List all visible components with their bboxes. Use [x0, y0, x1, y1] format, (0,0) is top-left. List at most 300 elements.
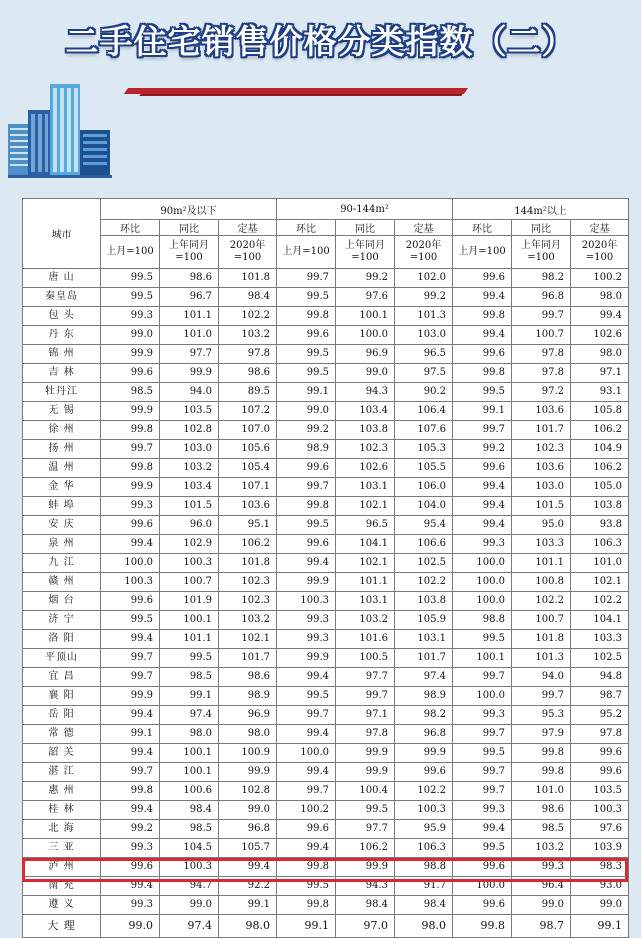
value-cell: 99.7 [453, 668, 512, 687]
value-cell: 99.6 [101, 364, 160, 383]
table-row [23, 744, 629, 763]
value-cell: 100.5 [336, 649, 395, 668]
value-cell: 97.5 [395, 364, 453, 383]
value-cell: 99.6 [277, 820, 336, 839]
value-cell: 89.5 [219, 383, 277, 402]
value-cell: 99.2 [101, 820, 160, 839]
value-cell: 102.8 [219, 782, 277, 801]
value-cell: 100.3 [160, 858, 219, 877]
value-cell: 99.5 [277, 687, 336, 706]
value-cell: 98.0 [395, 915, 453, 938]
city-cell: 吉 林 [23, 364, 101, 383]
value-cell: 105.8 [571, 402, 629, 421]
value-cell: 99.7 [277, 706, 336, 725]
value-cell: 98.5 [101, 383, 160, 402]
value-cell: 99.9 [101, 478, 160, 497]
value-cell: 103.6 [512, 459, 571, 478]
table-row [23, 763, 629, 782]
value-cell: 97.6 [571, 820, 629, 839]
value-cell: 96.8 [512, 288, 571, 307]
value-cell: 98.5 [160, 668, 219, 687]
value-cell: 99.7 [277, 782, 336, 801]
value-cell: 99.3 [277, 630, 336, 649]
table-row [23, 782, 629, 801]
value-cell: 101.1 [160, 630, 219, 649]
value-cell: 105.6 [219, 440, 277, 459]
city-cell: 洛 阳 [23, 630, 101, 649]
value-cell: 103.3 [512, 535, 571, 554]
table-row [23, 554, 629, 573]
value-cell: 101.7 [219, 649, 277, 668]
city-cell: 泉 州 [23, 535, 101, 554]
value-cell: 100.0 [101, 554, 160, 573]
table-row [23, 383, 629, 402]
price-index-table [22, 198, 629, 938]
value-cell: 99.6 [571, 744, 629, 763]
value-cell: 99.3 [453, 706, 512, 725]
value-cell: 103.5 [571, 782, 629, 801]
base-last-year: 上年同月=100 [336, 236, 395, 269]
base-last-month: 上月=100 [277, 236, 336, 269]
value-cell: 91.7 [395, 877, 453, 896]
value-cell: 96.5 [336, 516, 395, 535]
value-cell: 105.5 [395, 459, 453, 478]
value-cell: 101.8 [512, 630, 571, 649]
value-cell: 99.4 [453, 497, 512, 516]
value-cell: 103.8 [336, 421, 395, 440]
value-cell: 99.6 [453, 269, 512, 288]
value-cell: 97.8 [336, 725, 395, 744]
value-cell: 99.3 [101, 307, 160, 326]
value-cell: 99.7 [101, 649, 160, 668]
value-cell: 99.1 [101, 725, 160, 744]
value-cell: 102.2 [219, 307, 277, 326]
value-cell: 94.0 [160, 383, 219, 402]
value-cell: 99.9 [160, 364, 219, 383]
value-cell: 94.3 [336, 877, 395, 896]
value-cell: 105.4 [219, 459, 277, 478]
value-cell: 105.3 [395, 440, 453, 459]
value-cell: 103.4 [160, 478, 219, 497]
value-cell: 99.0 [101, 915, 160, 938]
value-cell: 98.9 [277, 440, 336, 459]
value-cell: 97.1 [571, 364, 629, 383]
table-row [23, 611, 629, 630]
value-cell: 103.0 [160, 440, 219, 459]
value-cell: 104.5 [160, 839, 219, 858]
value-cell: 99.7 [277, 269, 336, 288]
value-cell: 99.8 [101, 459, 160, 478]
value-cell: 96.8 [219, 820, 277, 839]
value-cell: 100.0 [277, 744, 336, 763]
value-cell: 103.4 [336, 402, 395, 421]
subhead-mom: 环比 [453, 220, 512, 236]
city-cell: 徐 州 [23, 421, 101, 440]
table-body [23, 269, 629, 938]
value-cell: 101.3 [512, 649, 571, 668]
value-cell: 99.5 [277, 364, 336, 383]
value-cell: 99.5 [160, 649, 219, 668]
subhead-mom: 环比 [101, 220, 160, 236]
value-cell: 98.8 [453, 611, 512, 630]
value-cell: 103.5 [160, 402, 219, 421]
value-cell: 100.7 [512, 326, 571, 345]
value-cell: 96.9 [219, 706, 277, 725]
value-cell: 99.4 [453, 326, 512, 345]
value-cell: 100.3 [101, 573, 160, 592]
value-cell: 99.8 [277, 858, 336, 877]
value-cell: 99.0 [101, 326, 160, 345]
value-cell: 99.7 [512, 687, 571, 706]
value-cell: 99.9 [336, 763, 395, 782]
value-cell: 97.7 [336, 820, 395, 839]
value-cell: 103.2 [219, 326, 277, 345]
city-cell: 唐 山 [23, 269, 101, 288]
value-cell: 97.4 [395, 668, 453, 687]
value-cell: 99.6 [277, 326, 336, 345]
value-cell: 104.9 [571, 440, 629, 459]
value-cell: 100.0 [336, 326, 395, 345]
value-cell: 99.0 [571, 896, 629, 915]
value-cell: 99.4 [219, 858, 277, 877]
value-cell: 99.2 [277, 421, 336, 440]
table-row [23, 516, 629, 535]
city-cell: 湛 江 [23, 763, 101, 782]
city-cell: 无 锡 [23, 402, 101, 421]
value-cell: 106.2 [219, 535, 277, 554]
group-header-medium: 90-144m² [277, 199, 453, 220]
value-cell: 101.1 [512, 554, 571, 573]
value-cell: 99.0 [277, 402, 336, 421]
value-cell: 99.3 [101, 497, 160, 516]
value-cell: 100.0 [453, 592, 512, 611]
value-cell: 95.3 [512, 706, 571, 725]
value-cell: 99.9 [101, 402, 160, 421]
value-cell: 102.3 [512, 440, 571, 459]
subhead-base: 定基 [395, 220, 453, 236]
value-cell: 103.0 [395, 326, 453, 345]
city-cell: 牡丹江 [23, 383, 101, 402]
table-row [23, 459, 629, 478]
value-cell: 90.2 [395, 383, 453, 402]
city-cell: 岳 阳 [23, 706, 101, 725]
value-cell: 99.4 [101, 744, 160, 763]
value-cell: 101.7 [512, 421, 571, 440]
value-cell: 99.9 [219, 763, 277, 782]
value-cell: 102.3 [219, 592, 277, 611]
value-cell: 99.7 [101, 763, 160, 782]
city-cell: 包 头 [23, 307, 101, 326]
value-cell: 99.4 [453, 288, 512, 307]
city-cell: 常 德 [23, 725, 101, 744]
value-cell: 103.1 [336, 592, 395, 611]
value-cell: 105.0 [571, 478, 629, 497]
value-cell: 98.9 [219, 687, 277, 706]
city-cell: 桂 林 [23, 801, 101, 820]
city-cell: 锦 州 [23, 345, 101, 364]
value-cell: 99.2 [453, 440, 512, 459]
value-cell: 101.5 [160, 497, 219, 516]
city-cell: 平顶山 [23, 649, 101, 668]
value-cell: 97.0 [336, 915, 395, 938]
value-cell: 104.1 [336, 535, 395, 554]
value-cell: 99.8 [277, 497, 336, 516]
value-cell: 101.8 [219, 554, 277, 573]
value-cell: 100.0 [453, 573, 512, 592]
value-cell: 100.1 [453, 649, 512, 668]
value-cell: 99.5 [453, 383, 512, 402]
value-cell: 106.2 [571, 459, 629, 478]
value-cell: 99.4 [277, 668, 336, 687]
value-cell: 101.3 [395, 307, 453, 326]
value-cell: 99.5 [453, 839, 512, 858]
table-row [23, 478, 629, 497]
value-cell: 98.6 [219, 364, 277, 383]
value-cell: 100.8 [512, 573, 571, 592]
value-cell: 98.0 [160, 725, 219, 744]
value-cell: 96.8 [395, 725, 453, 744]
value-cell: 99.1 [277, 915, 336, 938]
table-row [23, 364, 629, 383]
value-cell: 99.3 [453, 801, 512, 820]
city-cell: 南 充 [23, 877, 101, 896]
value-cell: 103.9 [571, 839, 629, 858]
value-cell: 95.1 [219, 516, 277, 535]
value-cell: 94.3 [336, 383, 395, 402]
value-cell: 105.7 [219, 839, 277, 858]
value-cell: 102.2 [395, 573, 453, 592]
base-last-year: 上年同月=100 [512, 236, 571, 269]
value-cell: 99.7 [336, 687, 395, 706]
value-cell: 93.1 [571, 383, 629, 402]
base-last-month: 上月=100 [453, 236, 512, 269]
value-cell: 98.8 [395, 858, 453, 877]
value-cell: 99.4 [453, 820, 512, 839]
city-cell: 三 亚 [23, 839, 101, 858]
value-cell: 99.4 [453, 516, 512, 535]
value-cell: 99.5 [453, 630, 512, 649]
value-cell: 99.0 [219, 801, 277, 820]
value-cell: 99.1 [219, 896, 277, 915]
value-cell: 93.8 [571, 516, 629, 535]
value-cell: 101.6 [336, 630, 395, 649]
value-cell: 102.1 [571, 573, 629, 592]
value-cell: 99.4 [101, 630, 160, 649]
value-cell: 102.8 [160, 421, 219, 440]
value-cell: 99.7 [101, 440, 160, 459]
value-cell: 99.6 [453, 858, 512, 877]
value-cell: 102.5 [395, 554, 453, 573]
value-cell: 98.0 [571, 345, 629, 364]
value-cell: 98.4 [395, 896, 453, 915]
value-cell: 99.4 [277, 554, 336, 573]
value-cell: 97.4 [160, 706, 219, 725]
value-cell: 102.6 [336, 459, 395, 478]
base-last-month: 上月=100 [101, 236, 160, 269]
value-cell: 106.2 [336, 839, 395, 858]
value-cell: 99.6 [395, 763, 453, 782]
city-cell: 惠 州 [23, 782, 101, 801]
value-cell: 100.7 [512, 611, 571, 630]
value-cell: 97.8 [571, 725, 629, 744]
value-cell: 99.2 [336, 269, 395, 288]
value-cell: 98.5 [512, 820, 571, 839]
value-cell: 96.7 [160, 288, 219, 307]
value-cell: 99.7 [453, 421, 512, 440]
value-cell: 100.0 [453, 554, 512, 573]
value-cell: 94.8 [571, 668, 629, 687]
value-cell: 98.4 [219, 288, 277, 307]
value-cell: 98.0 [219, 725, 277, 744]
city-cell: 济 宁 [23, 611, 101, 630]
value-cell: 99.8 [512, 763, 571, 782]
value-cell: 99.6 [101, 858, 160, 877]
table-row [23, 307, 629, 326]
city-cell: 赣 州 [23, 573, 101, 592]
value-cell: 99.4 [277, 763, 336, 782]
table-row [23, 421, 629, 440]
value-cell: 103.2 [512, 839, 571, 858]
value-cell: 99.8 [101, 421, 160, 440]
subhead-base: 定基 [571, 220, 629, 236]
table-row [23, 592, 629, 611]
value-cell: 100.1 [160, 763, 219, 782]
table-row [23, 725, 629, 744]
value-cell: 101.1 [160, 307, 219, 326]
value-cell: 107.0 [219, 421, 277, 440]
value-cell: 106.3 [395, 839, 453, 858]
value-cell: 99.7 [453, 763, 512, 782]
value-cell: 99.8 [453, 364, 512, 383]
value-cell: 102.1 [336, 554, 395, 573]
value-cell: 99.4 [277, 839, 336, 858]
value-cell: 107.1 [219, 478, 277, 497]
value-cell: 99.6 [571, 763, 629, 782]
table-row [23, 630, 629, 649]
value-cell: 101.8 [219, 269, 277, 288]
value-cell: 97.8 [219, 345, 277, 364]
value-cell: 99.7 [453, 725, 512, 744]
subhead-mom: 环比 [277, 220, 336, 236]
value-cell: 100.3 [571, 801, 629, 820]
city-cell: 丹 东 [23, 326, 101, 345]
value-cell: 99.0 [512, 896, 571, 915]
value-cell: 99.0 [160, 896, 219, 915]
value-cell: 101.5 [512, 497, 571, 516]
city-header: 城市 [23, 199, 101, 269]
value-cell: 96.0 [160, 516, 219, 535]
value-cell: 95.4 [395, 516, 453, 535]
value-cell: 103.3 [571, 630, 629, 649]
value-cell: 103.2 [160, 459, 219, 478]
table-row [23, 345, 629, 364]
value-cell: 99.8 [512, 744, 571, 763]
value-cell: 98.7 [571, 687, 629, 706]
value-cell: 99.5 [453, 744, 512, 763]
city-buildings-icon [8, 80, 112, 178]
value-cell: 99.5 [277, 516, 336, 535]
value-cell: 96.5 [395, 345, 453, 364]
value-cell: 92.2 [219, 877, 277, 896]
city-cell: 扬 州 [23, 440, 101, 459]
value-cell: 99.4 [277, 725, 336, 744]
value-cell: 99.9 [101, 687, 160, 706]
value-cell: 97.7 [160, 345, 219, 364]
value-cell: 99.8 [277, 896, 336, 915]
value-cell: 99.9 [336, 858, 395, 877]
value-cell: 107.2 [219, 402, 277, 421]
city-cell: 宜 昌 [23, 668, 101, 687]
value-cell: 100.2 [571, 269, 629, 288]
value-cell: 99.6 [277, 535, 336, 554]
value-cell: 99.0 [336, 364, 395, 383]
table-row [23, 839, 629, 858]
value-cell: 99.5 [101, 288, 160, 307]
value-cell: 99.9 [336, 744, 395, 763]
value-cell: 98.7 [512, 915, 571, 938]
value-cell: 97.4 [160, 915, 219, 938]
city-cell: 遵 义 [23, 896, 101, 915]
value-cell: 99.3 [101, 839, 160, 858]
table-row [23, 687, 629, 706]
subhead-yoy: 同比 [336, 220, 395, 236]
city-cell: 北 海 [23, 820, 101, 839]
value-cell: 99.5 [277, 345, 336, 364]
value-cell: 103.0 [512, 478, 571, 497]
value-cell: 99.4 [101, 877, 160, 896]
value-cell: 98.0 [219, 915, 277, 938]
value-cell: 99.4 [571, 307, 629, 326]
page-title: 二手住宅销售价格分类指数（二） [65, 22, 576, 61]
value-cell: 99.7 [512, 307, 571, 326]
value-cell: 99.3 [277, 611, 336, 630]
value-cell: 106.6 [395, 535, 453, 554]
city-cell: 秦皇岛 [23, 288, 101, 307]
value-cell: 102.3 [219, 573, 277, 592]
value-cell: 99.4 [453, 478, 512, 497]
value-cell: 95.9 [395, 820, 453, 839]
value-cell: 99.4 [101, 535, 160, 554]
value-cell: 100.3 [277, 592, 336, 611]
value-cell: 100.0 [453, 877, 512, 896]
value-cell: 99.6 [277, 459, 336, 478]
value-cell: 99.3 [453, 535, 512, 554]
value-cell: 99.2 [395, 288, 453, 307]
value-cell: 94.0 [512, 668, 571, 687]
value-cell: 102.2 [571, 592, 629, 611]
value-cell: 103.8 [571, 497, 629, 516]
value-cell: 100.3 [160, 554, 219, 573]
value-cell: 99.9 [277, 573, 336, 592]
base-2020: 2020年=100 [571, 236, 629, 269]
value-cell: 97.9 [512, 725, 571, 744]
value-cell: 103.2 [219, 611, 277, 630]
value-cell: 104.0 [395, 497, 453, 516]
value-cell: 102.1 [336, 497, 395, 516]
value-cell: 99.5 [336, 801, 395, 820]
subhead-yoy: 同比 [160, 220, 219, 236]
value-cell: 98.6 [219, 668, 277, 687]
value-cell: 98.4 [160, 801, 219, 820]
highlight-box-dali [22, 858, 628, 882]
value-cell: 100.3 [395, 801, 453, 820]
value-cell: 106.3 [571, 535, 629, 554]
city-cell: 金 华 [23, 478, 101, 497]
value-cell: 102.1 [219, 630, 277, 649]
table-row [23, 706, 629, 725]
value-cell: 98.5 [160, 820, 219, 839]
value-cell: 102.2 [395, 782, 453, 801]
